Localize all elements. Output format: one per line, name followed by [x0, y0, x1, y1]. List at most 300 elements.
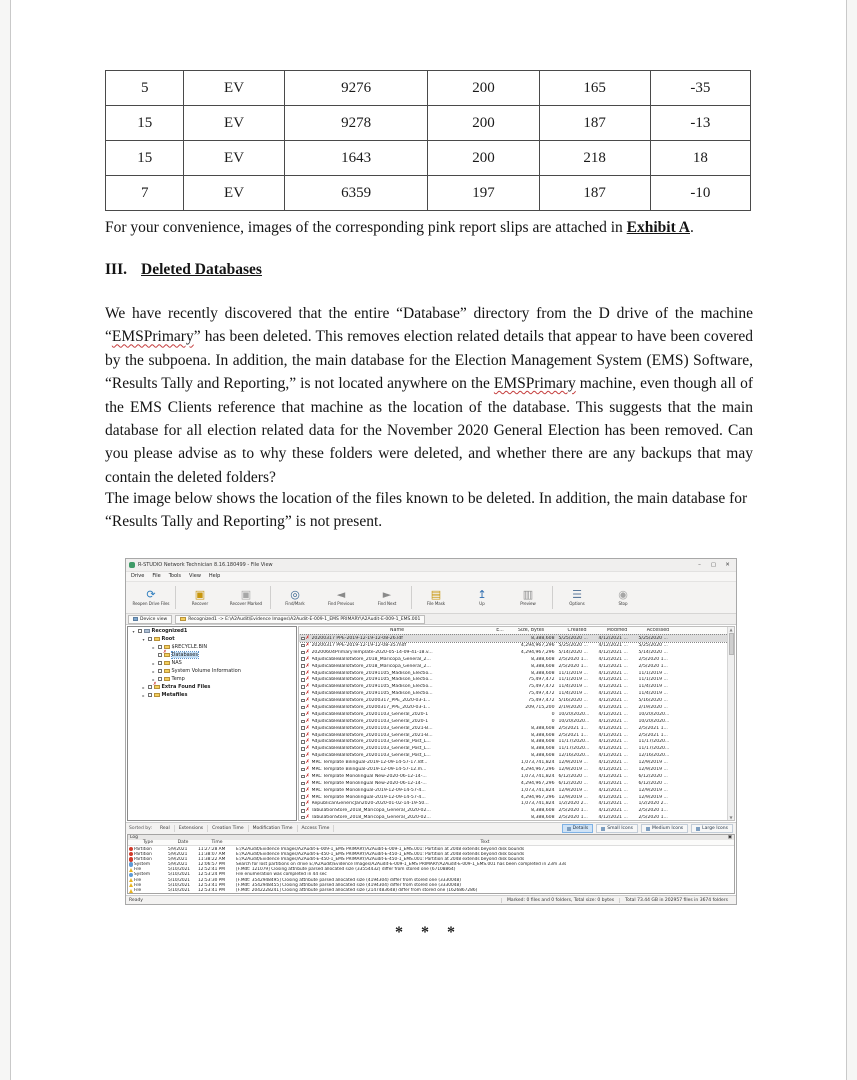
file-row[interactable]	[299, 732, 734, 739]
tree-item-system-volume-information[interactable]	[128, 667, 296, 675]
file-row[interactable]	[299, 649, 734, 656]
file-modified: 4/12/2021 ...	[598, 766, 628, 772]
error-glyph	[129, 857, 134, 862]
toolbar-button-stop[interactable]	[600, 583, 646, 613]
file-row[interactable]	[299, 725, 734, 732]
deleted-file-icon: ✗	[305, 724, 310, 731]
file-size: 8,388,608	[531, 725, 555, 731]
file-accessed: 2/5/2021 1...	[638, 725, 668, 731]
file-name: AdjudicableBallotStore_20200317_PPE_2020-03-1...	[311, 704, 431, 710]
file-created: 11/1/2019 ...	[558, 677, 588, 683]
file-created: 6/12/2020 ...	[558, 773, 588, 779]
tree-item-databases[interactable]	[128, 651, 296, 659]
file-name: 20200317 PPE-2019-12-19-12-08-26.ldf	[311, 636, 403, 642]
spellcheck-word: EMSPrimary	[111, 328, 194, 346]
reopen-drive-files-icon: ⟳	[146, 588, 156, 602]
file-checkbox[interactable]	[301, 678, 305, 682]
file-created: 5/25/2020 ...	[558, 642, 588, 648]
tree-label: Extra Found Files	[161, 684, 211, 691]
file-created: 5/16/2020 ...	[558, 698, 588, 704]
paragraph-image-below: The image below shows the location of the files known to be deleted. In addition, the main database for “Results Tally and Reporting” is not present.	[105, 490, 748, 530]
tree-checkbox[interactable]	[158, 669, 162, 673]
log-column-type[interactable]: Type	[142, 840, 154, 846]
column-modified[interactable]: Modified	[606, 628, 628, 634]
file-modified: 4/12/2021 ...	[598, 691, 628, 697]
file-row[interactable]	[299, 642, 734, 649]
log-time: 12:53:41 PM	[198, 888, 225, 894]
table-cell: -35	[650, 71, 750, 106]
tree-checkbox[interactable]	[158, 677, 162, 681]
expander-icon[interactable]: ▸	[142, 692, 145, 698]
expander-icon[interactable]: ▾	[142, 636, 145, 642]
toolbar-button-find-previous[interactable]	[318, 583, 364, 613]
file-row[interactable]	[299, 801, 734, 808]
folder-icon	[164, 677, 170, 682]
document-page	[10, 0, 847, 1080]
file-accessed: 12/9/2019 ...	[638, 787, 668, 793]
toolbar-button-options[interactable]	[554, 583, 600, 613]
warning-glyph	[129, 868, 133, 872]
menu-item-help[interactable]: Help	[208, 573, 221, 580]
file-modified: 4/12/2021 ...	[598, 663, 628, 669]
column-size[interactable]: Size, Bytes	[517, 628, 545, 634]
file-row[interactable]	[299, 766, 734, 773]
file-list-scrollbar[interactable]	[727, 627, 734, 820]
toolbar-button-find-mark[interactable]	[272, 583, 318, 613]
file-row[interactable]	[299, 704, 734, 711]
file-checkbox[interactable]	[301, 699, 305, 703]
deleted-file-icon: ✗	[305, 759, 310, 766]
file-created: 2/5/2021 1...	[558, 732, 588, 738]
toolbar	[126, 582, 736, 615]
file-modified: 4/12/2021 ...	[598, 670, 628, 676]
log-type: System	[134, 862, 151, 868]
menu-item-drive[interactable]: Drive	[131, 573, 145, 580]
file-modified: 4/12/2021 ...	[598, 780, 628, 786]
file-row[interactable]	[299, 676, 734, 683]
toolbar-button-label: File Mask	[426, 601, 446, 607]
file-checkbox[interactable]	[301, 657, 305, 661]
column-accessed[interactable]: Accessed	[646, 628, 670, 634]
tree-checkbox[interactable]	[148, 685, 152, 689]
file-checkbox[interactable]	[301, 644, 305, 648]
rstudio-window	[125, 558, 737, 905]
log-text: [F.Mdt: 2042228241] Closing attribute parsed allocated size (2147483648) differ from stored one (1626867286)	[236, 888, 478, 894]
table-cell: 187	[539, 176, 650, 211]
file-size: 4,294,967,296	[520, 780, 555, 786]
close-button[interactable]: ✕	[725, 561, 730, 568]
recover-marked-icon: ▣	[240, 588, 252, 602]
file-modified: 4/12/2021 ...	[598, 718, 628, 724]
file-row[interactable]	[299, 759, 734, 766]
view-mode-icon	[696, 827, 700, 831]
view-button-label: Large Icons	[702, 826, 728, 832]
paragraph-text: ” has been deleted. This removes election related details that appear to have been covered by the subpoena. In addition, the main database for the Election Management System (EMS) Software, “Results Tally and Reporting,” is not located anywhere on the	[105, 328, 753, 393]
options-icon: ☰	[572, 588, 582, 602]
toolbar-button-file-mask[interactable]	[413, 583, 459, 613]
toolbar-button-label: Find/Mark	[285, 601, 305, 607]
file-accessed: 5/25/2020 ...	[638, 642, 668, 648]
log-type: File	[134, 877, 142, 883]
file-accessed: 10/20/2020...	[638, 711, 670, 717]
file-created: 12/9/2019 ...	[558, 794, 588, 800]
file-name: MRC Template Bilingual-2019-12-09-14-57-17.ldf...	[311, 760, 428, 766]
file-checkbox[interactable]	[301, 706, 305, 710]
column-created[interactable]: Created	[567, 628, 587, 634]
file-row[interactable]	[299, 738, 734, 745]
file-size: 209,715,200	[525, 704, 555, 710]
log-close-icon[interactable]: ▣	[727, 835, 732, 841]
file-created: 11/17/2020...	[558, 739, 590, 745]
deleted-file-icon: ✗	[305, 786, 310, 793]
tree-label: System Volume Information	[171, 668, 241, 675]
file-created: 10/20/2020...	[558, 711, 590, 717]
file-checkbox[interactable]	[301, 713, 305, 717]
column-extension[interactable]: E...	[496, 628, 504, 634]
tree-checkbox[interactable]	[148, 693, 152, 697]
deleted-file-icon: ✗	[305, 779, 310, 786]
file-row[interactable]	[299, 745, 734, 752]
toolbar-button-label: Preview	[520, 601, 536, 607]
file-row[interactable]	[299, 718, 734, 725]
file-size: 1,073,741,824	[520, 801, 555, 807]
warning-glyph	[129, 889, 133, 893]
log-text: Search for lost partitions on drive E:/A2Audit/Evidence Images/A2Audit-E-009-1_EMS PRIMARY/A2Audit-E-009-1_EMS.001 has been completed in 23m 33s	[236, 862, 567, 868]
file-created: 12/9/2019 ...	[558, 787, 588, 793]
folder-icon	[164, 669, 170, 674]
tree-item--recycle-bin[interactable]	[128, 643, 296, 651]
file-size: 8,388,608	[531, 808, 555, 814]
file-name: MRC Template Bilingual-2019-12-09-14-57-12.m...	[311, 766, 427, 772]
deleted-file-icon: ✗	[305, 738, 310, 745]
toolbar-button-reopen-drive-files[interactable]	[128, 583, 174, 613]
log-row[interactable]	[128, 888, 734, 893]
file-name: AdjudicableBallotStore_20191105_Madison_Electio...	[311, 684, 433, 690]
warning-glyph	[129, 883, 133, 887]
stop-icon: ◉	[618, 588, 628, 602]
toolbar-button-find-next[interactable]	[364, 583, 410, 613]
file-modified: 4/12/2021 ...	[598, 684, 628, 690]
minimize-button[interactable]: –	[698, 561, 701, 568]
table-cell: 218	[539, 141, 650, 176]
up-icon: ↥	[477, 588, 487, 602]
file-row[interactable]	[299, 656, 734, 663]
file-modified: 4/12/2021 ...	[598, 773, 628, 779]
file-name: MRC Template Monolingual New-2020-06-12-14-...	[311, 780, 427, 786]
preview-icon: ▥	[522, 588, 534, 602]
file-name: AdjudicableBallotStore_20201103_General_2021-B...	[311, 732, 433, 738]
table-cell: EV	[184, 141, 284, 176]
file-size: 8,388,608	[531, 663, 555, 669]
file-name: MRC Template Monolingual-2019-12-09-14-57-4...	[311, 794, 426, 800]
window-title: R-STUDIO Network Technician 8.16.180499 - File View	[138, 561, 273, 568]
file-size: 8,388,608	[531, 815, 555, 821]
file-checkbox[interactable]	[301, 747, 305, 751]
menu-item-file[interactable]: File	[152, 573, 161, 580]
file-checkbox[interactable]	[301, 671, 305, 675]
expander-icon[interactable]: ▸	[152, 676, 155, 682]
file-modified: 4/12/2021 ...	[598, 642, 628, 648]
file-checkbox[interactable]	[301, 733, 305, 737]
file-accessed: 1/2/2020 2...	[638, 801, 668, 807]
table-cell: 9278	[284, 106, 428, 141]
results-table	[105, 70, 751, 211]
deleted-file-icon: ✗	[305, 655, 310, 662]
file-accessed: 5/16/2020 ...	[638, 698, 668, 704]
warning-glyph	[129, 878, 133, 882]
menu-bar	[126, 572, 736, 582]
toolbar-button-recover-marked[interactable]	[223, 583, 269, 613]
toolbar-button-label: Find Previous	[327, 601, 355, 607]
file-created: 2/5/2021 1...	[558, 725, 588, 731]
sort-option-creation-time[interactable]: Creation Time	[208, 825, 248, 832]
file-checkbox[interactable]	[301, 664, 305, 668]
file-row[interactable]	[299, 787, 734, 794]
file-modified: 4/12/2021 ...	[598, 732, 628, 738]
log-column-text[interactable]: Text	[480, 840, 490, 846]
log-type: Partition	[134, 851, 152, 857]
file-modified: 4/12/2021 ...	[598, 725, 628, 731]
deleted-file-icon: ✗	[305, 752, 310, 759]
sort-bar	[126, 822, 736, 834]
file-row[interactable]	[299, 683, 734, 690]
tree-label: NAS	[171, 660, 182, 667]
file-checkbox[interactable]	[301, 637, 305, 641]
file-size: 75,497,472	[528, 691, 555, 697]
view-button-label: Details	[572, 826, 589, 832]
file-accessed: 2/5/2020 1...	[638, 656, 668, 662]
table-cell: 15	[106, 106, 184, 141]
toolbar-button-label: Recover	[191, 601, 209, 607]
log-text: E:/A2Audit/Evidence Images/A2Audit-E-009-1_EMS PRIMARY/A2Audit-E-009-1_EMS.001: Partition at 2048 extends beyond disk bounds	[236, 846, 525, 852]
view-mode-icon	[601, 827, 605, 831]
toolbar-button-up[interactable]	[459, 583, 505, 613]
file-created: 6/12/2020 ...	[558, 780, 588, 786]
table-cell: 6359	[284, 176, 428, 211]
file-accessed: 10/20/2020...	[638, 718, 670, 724]
log-column-time[interactable]: Time	[211, 840, 223, 846]
file-created: 11/17/2020...	[558, 746, 590, 752]
file-checkbox[interactable]	[301, 685, 305, 689]
file-accessed: 2/5/2020 1...	[638, 663, 668, 669]
file-row[interactable]	[299, 773, 734, 780]
log-date: 5/10/2021	[168, 882, 191, 888]
table-cell: 187	[539, 106, 650, 141]
tab-device-view[interactable]	[128, 615, 172, 624]
file-row[interactable]	[299, 807, 734, 814]
file-checkbox[interactable]	[301, 651, 305, 655]
toolbar-button-label: Stop	[618, 601, 628, 607]
file-name: AdjudicableBallotStore_20201103_General_2020-1	[311, 711, 429, 717]
expander-icon[interactable]: ▸	[152, 668, 155, 674]
file-checkbox[interactable]	[301, 816, 305, 820]
file-accessed: 2/5/2020 1...	[638, 808, 668, 814]
file-size: 4,294,967,296	[520, 649, 555, 655]
file-row[interactable]	[299, 690, 734, 697]
find-previous-icon: ◄	[336, 588, 346, 602]
file-checkbox[interactable]	[301, 795, 305, 799]
folder-icon	[164, 645, 170, 650]
file-checkbox[interactable]	[301, 692, 305, 696]
deleted-file-icon: ✗	[305, 703, 310, 710]
recover-icon: ▣	[194, 588, 206, 602]
title-bar	[126, 559, 736, 572]
file-name: TabulationStore_2018_Maricopa_General_2020-02...	[311, 808, 431, 814]
maximize-button[interactable]: ▢	[710, 561, 717, 568]
section-break-asterisks: * * *	[395, 924, 462, 941]
toolbar-separator	[552, 586, 553, 610]
deleted-file-icon: ✗	[305, 697, 310, 704]
expander-icon[interactable]: ▾	[132, 628, 135, 634]
view-mode-icon	[646, 827, 650, 831]
file-name: RepublicanGenericJan2020-2020-01-02-14-19-50...	[311, 801, 429, 807]
log-date: 5/9/2021	[168, 846, 188, 852]
log-date: 5/9/2021	[168, 856, 188, 862]
table-cell: -10	[650, 176, 750, 211]
menu-item-view[interactable]: View	[189, 573, 201, 580]
tree-label: Databases	[171, 652, 198, 659]
file-row[interactable]	[299, 711, 734, 718]
file-accessed: 6/12/2020 ...	[638, 773, 668, 779]
tree-item-extra-found-files[interactable]	[128, 683, 296, 691]
file-checkbox[interactable]	[301, 782, 305, 786]
file-created: 2/5/2020 1...	[558, 808, 588, 814]
file-row[interactable]	[299, 663, 734, 670]
file-row[interactable]	[299, 635, 734, 642]
expander-icon[interactable]: ▸	[152, 660, 155, 666]
paragraph-text: machine, even though all of the EMS Clients reference that machine as the location of the database. This suggests that the main database for all election related data for the November 2020 General Election has been removed. Can you please advise as to why these folders were deleted, and whether there are any backups that may contain the deleted folders?	[105, 375, 753, 486]
file-name: AdjudicableBallotStore_20191105_Madison_Electio...	[311, 670, 433, 676]
tree-checkbox[interactable]	[158, 653, 162, 657]
log-rows	[128, 846, 734, 893]
log-column-date[interactable]: Date	[177, 840, 189, 846]
table-cell: 200	[428, 106, 539, 141]
folder-icon	[180, 617, 186, 622]
status-right	[501, 898, 733, 903]
file-row[interactable]	[299, 752, 734, 759]
file-accessed: 11/1/2019 ...	[638, 677, 668, 683]
paragraph-deleted-databases	[105, 302, 753, 489]
log-type: File	[134, 888, 142, 894]
sort-option-real[interactable]: Real	[156, 825, 175, 832]
file-name: AdjudicableBallotStore_20201103_General_Post_L...	[311, 746, 431, 752]
view-button-details[interactable]	[562, 824, 594, 833]
file-size: 8,388,608	[531, 656, 555, 662]
scroll-up-icon[interactable]: ▲	[729, 627, 733, 633]
sort-option-access-time[interactable]: Access Time	[298, 825, 335, 832]
toolbar-button-recover[interactable]	[177, 583, 223, 613]
table-cell: 1643	[284, 141, 428, 176]
file-checkbox[interactable]	[301, 768, 305, 772]
file-checkbox[interactable]	[301, 761, 305, 765]
file-accessed: 11/17/2020...	[638, 739, 670, 745]
file-created: 10/20/2020...	[558, 718, 590, 724]
tree-label: Root	[161, 636, 175, 643]
tab-recognized-path[interactable]	[175, 615, 425, 624]
file-row[interactable]	[299, 697, 734, 704]
table-row	[106, 176, 751, 211]
file-row[interactable]	[299, 670, 734, 677]
table-cell: 15	[106, 141, 184, 176]
scroll-down-icon[interactable]: ▼	[729, 815, 733, 821]
tab-label: Recognized1 -> E:\A2Audit\Evidence Images\A2Audit-E-009-1_EMS PRIMARY\A2Audit-E-009-1_EMS.001	[188, 616, 421, 622]
log-type: Partition	[134, 856, 152, 862]
toolbar-button-label: Up	[479, 601, 485, 607]
folder-icon	[154, 637, 160, 642]
tree-item-root[interactable]	[128, 635, 296, 643]
file-created: 2/19/2020 ...	[558, 704, 588, 710]
view-button-small-icons[interactable]	[596, 824, 638, 833]
table-cell: 7	[106, 176, 184, 211]
tree-checkbox[interactable]	[148, 637, 152, 641]
file-modified: 4/12/2021 ...	[598, 815, 628, 821]
file-checkbox[interactable]	[301, 775, 305, 779]
tree-label: $RECYCLE.BIN	[171, 644, 208, 651]
file-row[interactable]	[299, 814, 734, 821]
file-checkbox[interactable]	[301, 809, 305, 813]
file-row[interactable]	[299, 794, 734, 801]
files-deleted-icon	[153, 682, 160, 690]
column-name[interactable]: Name	[389, 628, 405, 634]
toolbar-button-label: Options	[569, 601, 585, 607]
toolbar-button-preview[interactable]	[505, 583, 551, 613]
file-name: AdjudicableBallotStore_20201103_General_Post_L...	[311, 753, 431, 759]
file-checkbox[interactable]	[301, 740, 305, 744]
file-checkbox[interactable]	[301, 754, 305, 758]
tree-checkbox[interactable]	[158, 661, 162, 665]
toolbar-separator	[175, 586, 176, 610]
log-date: 5/10/2021	[168, 867, 191, 873]
file-list-panel	[298, 626, 735, 821]
tree-item-recognized1[interactable]	[128, 627, 296, 635]
log-text: E:/A2Audit/Evidence Images/A2Audit-E-450-1_EMS PRIMARY/A2Audit-E-450-1_EMS.001: Partition at 2048 extends beyond disk bounds	[236, 856, 525, 862]
device-view-icon	[133, 617, 138, 621]
file-checkbox[interactable]	[301, 802, 305, 806]
file-row[interactable]	[299, 780, 734, 787]
file-name: AdjudicableBallotStore_20191105_Madison_Electio...	[311, 691, 433, 697]
toolbar-separator	[270, 586, 271, 610]
expander-icon[interactable]: ▸	[152, 644, 155, 650]
file-checkbox[interactable]	[301, 726, 305, 730]
tree-item-metafiles[interactable]	[128, 691, 296, 699]
file-size: 4,294,967,296	[520, 766, 555, 772]
expander-icon[interactable]: ▸	[142, 684, 145, 690]
spellcheck-word: EMSPrimary	[493, 375, 576, 393]
file-checkbox[interactable]	[301, 788, 305, 792]
log-type: File	[134, 867, 142, 873]
status-marked: Marked: 0 files and 0 folders, Total size: 0 bytes	[501, 898, 619, 903]
sort-option-modification-time[interactable]: Modification Time	[249, 825, 298, 832]
log-date: 5/9/2021	[168, 851, 188, 857]
paragraph-exhibit	[105, 219, 753, 237]
scroll-thumb[interactable]	[729, 633, 734, 655]
toolbar-button-label: Find Next	[377, 601, 397, 607]
sort-option-extensions[interactable]: Extensions	[175, 825, 208, 832]
file-checkbox[interactable]	[301, 720, 305, 724]
menu-item-tools[interactable]: Tools	[168, 573, 182, 580]
tree-checkbox[interactable]	[158, 645, 162, 649]
file-name: 20200604PrimaryTemplate-2020-05-14-09-41-18.v...	[311, 649, 433, 655]
deleted-file-icon: ✗	[305, 683, 310, 690]
tree-checkbox[interactable]	[138, 629, 142, 633]
file-size: 0	[551, 718, 555, 724]
tree-item-nas[interactable]	[128, 659, 296, 667]
file-modified: 4/12/2021 ...	[598, 753, 628, 759]
file-size: 4,294,967,296	[520, 642, 555, 648]
view-button-large-icons[interactable]	[691, 824, 733, 833]
view-button-medium-icons[interactable]	[641, 824, 688, 833]
deleted-file-icon: ✗	[305, 710, 310, 717]
